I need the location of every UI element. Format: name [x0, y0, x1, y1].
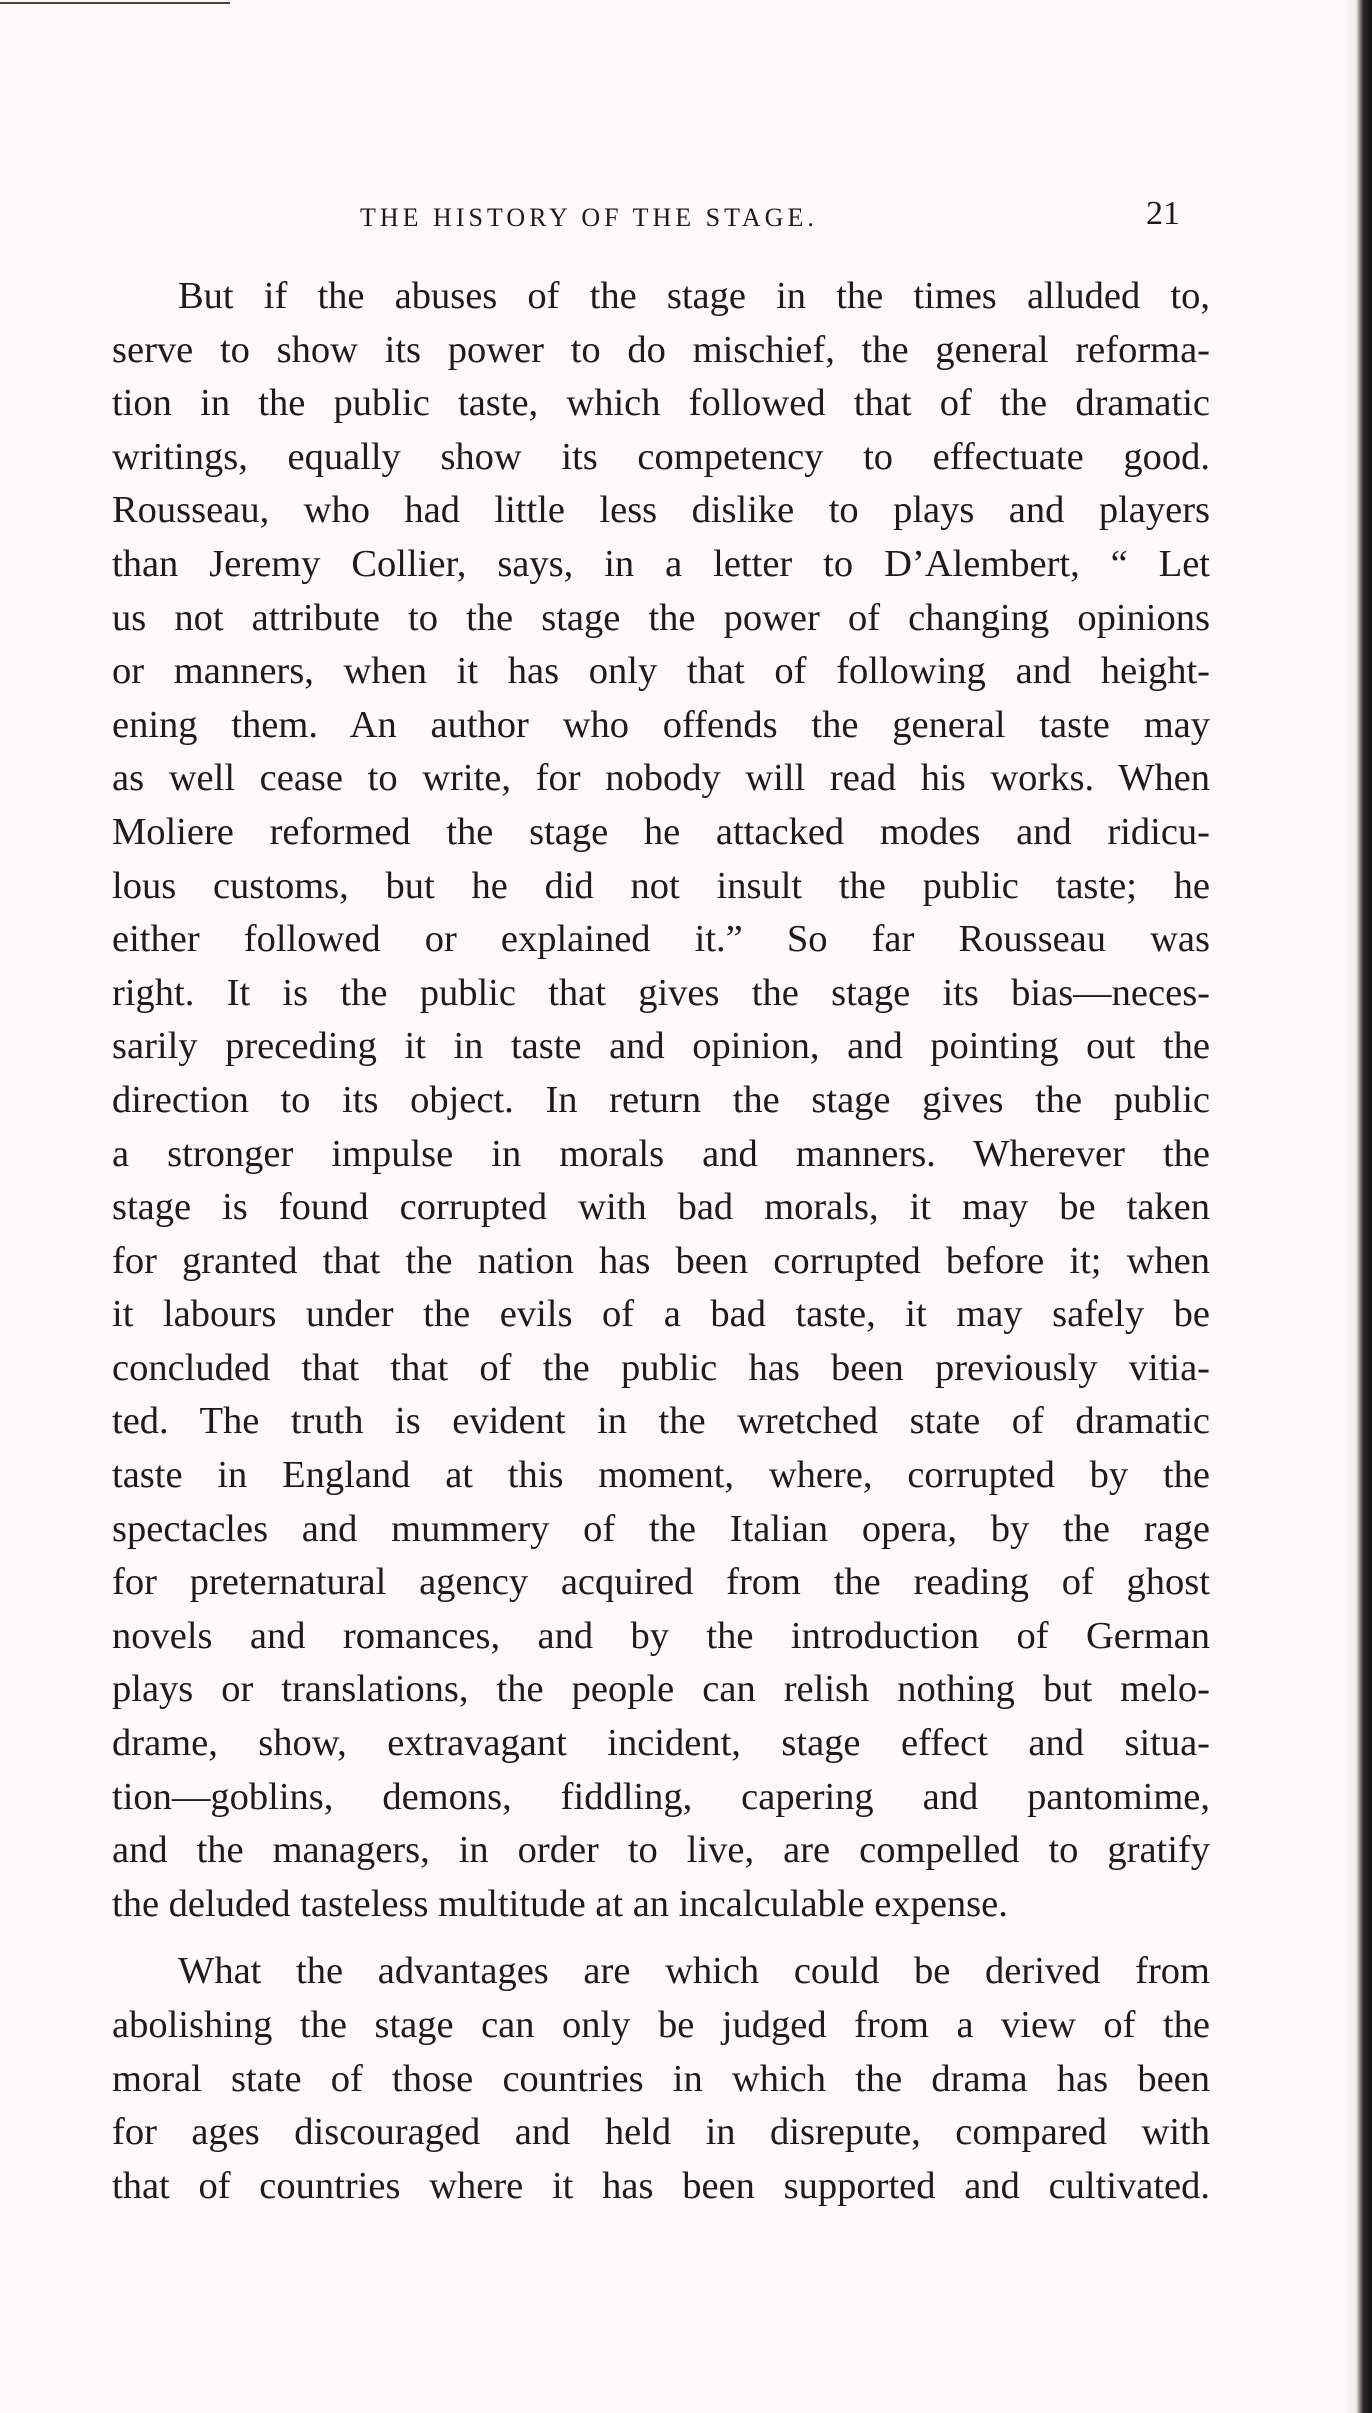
text-line: us not attribute to the stage the power of changing opinions — [112, 596, 1210, 639]
text-line: as well cease to write, for nobody will read his works. When — [112, 757, 1210, 800]
text-line: Moliere reformed the stage he attacked modes and ridicu- — [112, 810, 1210, 853]
body-text — [112, 270, 1210, 2213]
text-line: But if the abuses of the stage in the times alluded to, — [178, 275, 1210, 317]
text-line: plays or translations, the people can relish nothing but melo- — [112, 1668, 1210, 1711]
text-line: ted. The truth is evident in the wretched state of dramatic — [112, 1400, 1210, 1443]
text-line: for preternatural agency acquired from the reading of ghost — [112, 1561, 1210, 1604]
text-line: novels and romances, and by the introduction of German — [112, 1614, 1210, 1657]
text-line: abolishing the stage can only be judged from a view of the — [112, 2004, 1210, 2046]
page-number: 21 — [1146, 195, 1180, 232]
text-line: concluded that that of the public has been previously vitia- — [112, 1346, 1210, 1389]
text-line: stage is found corrupted with bad morals, it may be taken — [112, 1186, 1210, 1229]
text-line: tion—goblins, demons, fiddling, capering and pantomime, — [112, 1775, 1210, 1818]
text-line: either followed or explained it.” So far Rousseau was — [112, 918, 1210, 961]
text-line: and the managers, in order to live, are compelled to gratify — [112, 1829, 1210, 1872]
text-line: for granted that the nation has been corrupted before it; when — [112, 1239, 1210, 1282]
text-line: or manners, when it has only that of following and height- — [112, 650, 1210, 693]
text-line: sarily preceding it in taste and opinion, and pointing out the — [112, 1025, 1210, 1068]
text-line: right. It is the public that gives the stage its bias—neces- — [112, 971, 1210, 1014]
text-line: a stronger impulse in morals and manners. Wherever the — [112, 1132, 1210, 1175]
text-line: drame, show, extravagant incident, stage effect and situa- — [112, 1722, 1210, 1765]
text-line: What the advantages are which could be derived from — [178, 1950, 1210, 1993]
gutter-shadow — [1346, 0, 1356, 2413]
paragraph-gap — [112, 1931, 1210, 1945]
text-line: that of countries where it has been supported and cultivated. — [112, 2164, 1210, 2207]
text-line: lous customs, but he did not insult the public taste; he — [112, 864, 1210, 907]
text-line: tion in the public taste, which followed that of the dramatic — [112, 382, 1210, 425]
paragraph — [112, 270, 1210, 1931]
text-line: than Jeremy Collier, says, in a letter to D’Alembert, “ Let — [112, 542, 1210, 585]
text-line: it labours under the evils of a bad taste, it may safely be — [112, 1293, 1210, 1336]
text-line: taste in England at this moment, where, corrupted by the — [112, 1454, 1210, 1497]
running-head: THE HISTORY OF THE STAGE. — [360, 203, 818, 232]
text-line: the deluded tasteless multitude at an incalculable expense. — [112, 1882, 1008, 1925]
text-line: writings, equally show its competency to effectuate good. — [112, 435, 1210, 478]
text-line: moral state of those countries in which the drama has been — [112, 2057, 1210, 2100]
paragraph — [112, 1945, 1210, 2213]
top-rule — [0, 2, 230, 4]
page-edge — [1356, 0, 1372, 2413]
text-line: direction to its object. In return the stage gives the public — [112, 1078, 1210, 1121]
text-line: spectacles and mummery of the Italian opera, by the rage — [112, 1507, 1210, 1550]
text-line: ening them. An author who offends the general taste may — [112, 703, 1210, 746]
text-line: serve to show its power to do mischief, the general reforma- — [112, 328, 1210, 371]
text-line: Rousseau, who had little less dislike to plays and players — [112, 489, 1210, 532]
text-line: for ages discouraged and held in disrepute, compared with — [112, 2111, 1210, 2154]
page-header — [0, 195, 1372, 245]
